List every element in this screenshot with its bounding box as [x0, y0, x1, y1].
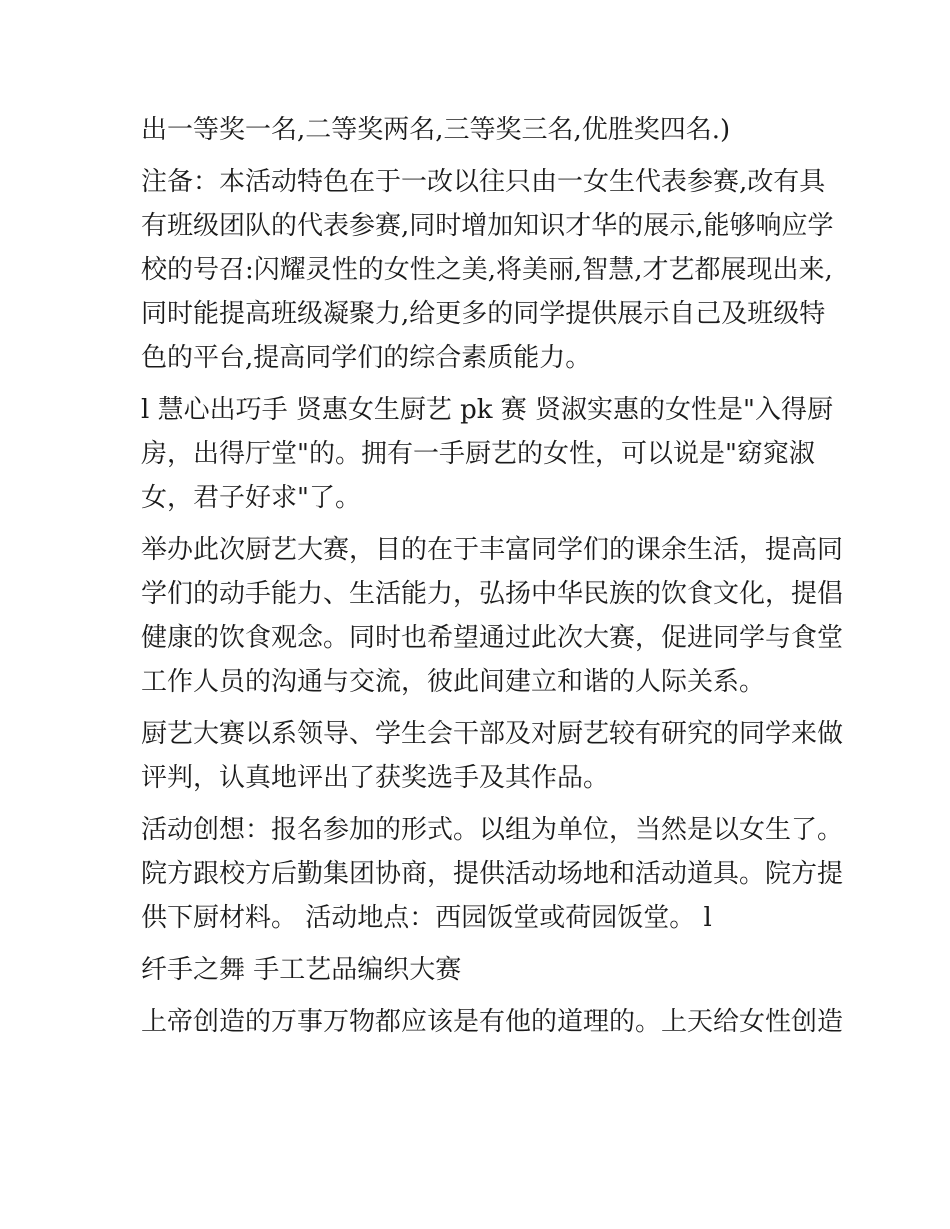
text-line: 出一等奖一名,二等奖两名,三等奖三名,优胜奖四名.) [141, 115, 731, 145]
paragraph-award-summary [141, 108, 821, 152]
paragraph-note [141, 160, 834, 380]
text-line: 学们的动手能力、生活能力，弘扬中华民族的饮食文化，提倡 [141, 579, 844, 609]
text-line: 色的平台,提高同学们的综合素质能力。 [141, 343, 592, 373]
text-line: 院方跟校方后勤集团协商，提供活动场地和活动道具。院方提 [141, 859, 844, 889]
paragraph-cooking-purpose [141, 528, 844, 704]
paragraph-activity-idea [141, 808, 844, 940]
paragraph-weaving-title [141, 948, 821, 992]
text-line: 有班级团队的代表参赛,同时增加知识才华的展示,能够响应学 [141, 211, 834, 241]
text-line: 举办此次厨艺大赛，目的在于丰富同学们的课余生活，提高同 [141, 535, 844, 565]
text-line: 同时能提高班级凝聚力,给更多的同学提供展示自己及班级特 [141, 299, 826, 329]
text-line: l 慧心出巧手 贤惠女生厨艺 pk 赛 贤淑实惠的女性是"入得厨 [141, 395, 833, 425]
text-line: 活动创想：报名参加的形式。以组为单位，当然是以女生了。 [141, 815, 844, 845]
document-body [141, 108, 844, 1044]
text-line: 供下厨材料。 活动地点：西园饭堂或荷园饭堂。 l [141, 903, 712, 933]
section-heading: 纤手之舞 手工艺品编织大赛 [141, 955, 462, 985]
paragraph-weaving-intro [141, 1000, 844, 1044]
text-line: 工作人员的沟通与交流，彼此间建立和谐的人际关系。 [141, 667, 766, 697]
text-line: 校的号召:闪耀灵性的女性之美,将美丽,智慧,才艺都展现出来, [141, 255, 833, 285]
text-line: 厨艺大赛以系领导、学生会干部及对厨艺较有研究的同学来做 [141, 719, 844, 749]
text-line: 注备：本活动特色在于一改以往只由一女生代表参赛,改有具 [141, 167, 826, 197]
text-line: 房，出得厅堂"的。拥有一手厨艺的女性，可以说是"窈窕淑 [141, 439, 815, 469]
paragraph-judging [141, 712, 844, 800]
paragraph-cooking-intro [141, 388, 833, 520]
text-line: 评判，认真地评出了获奖选手及其作品。 [141, 763, 610, 793]
text-line: 健康的饮食观念。同时也希望通过此次大赛，促进同学与食堂 [141, 623, 844, 653]
text-line: 女，君子好求"了。 [141, 483, 361, 513]
text-line: 上帝创造的万事万物都应该是有他的道理的。上天给女性创造 [141, 1007, 844, 1037]
